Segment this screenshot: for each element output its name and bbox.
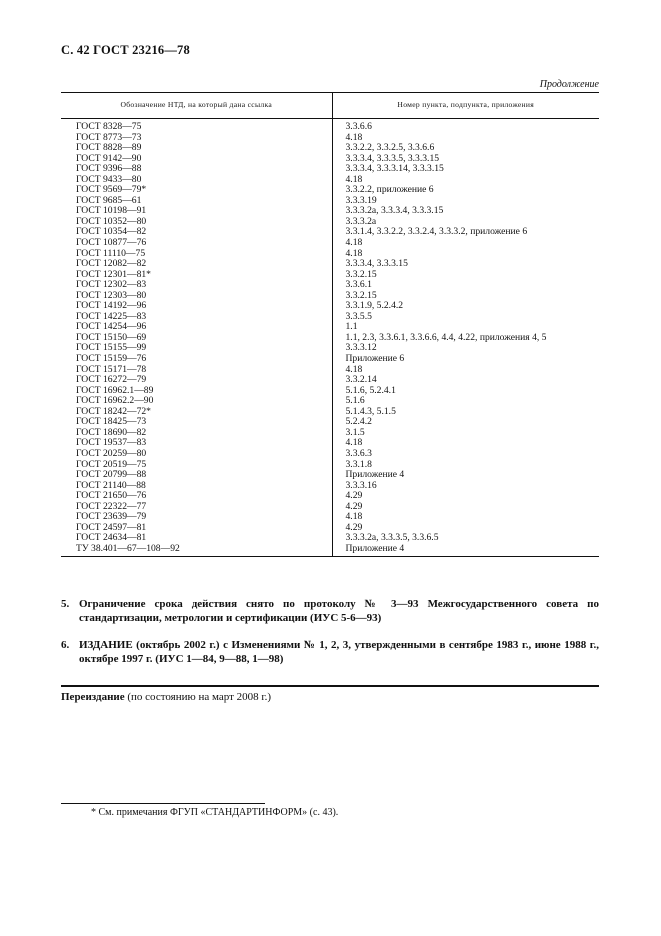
note-5-number: 5. (61, 598, 70, 610)
document-designation-cell: ГОСТ 12303—80 (61, 291, 332, 302)
document-designation-cell: ГОСТ 23639—79 (61, 512, 332, 523)
clause-number-cell: 3.3.3.4, 3.3.3.14, 3.3.3.15 (345, 163, 444, 175)
clause-number-cell: 3.3.3.16 (345, 479, 377, 491)
document-designation-cell: ГОСТ 21140—88 (61, 481, 332, 492)
clause-number-cell: 1.1 (345, 321, 358, 333)
clause-number-cell: 4.18 (345, 363, 363, 375)
document-designation-cell: ГОСТ 18242—72* (61, 407, 332, 418)
clause-number-cell: 3.3.3.2а (345, 215, 377, 227)
clause-number-cell: 3.3.3.4, 3.3.3.15 (345, 258, 408, 270)
clause-number-cell: 4.18 (345, 173, 363, 185)
clause-number-cell: Приложение 6 (345, 353, 405, 365)
clause-number-cell: 4.18 (345, 511, 363, 523)
clause-number-cell: Приложение 4 (345, 469, 405, 481)
clause-number-cell: 3.3.6.1 (345, 279, 372, 291)
clause-number-cell: Приложение 4 (345, 542, 405, 554)
table-row (61, 164, 599, 175)
clause-number-cell: 4.18 (345, 437, 363, 449)
reprint-text: (по состоянию на март 2008 г.) (124, 691, 272, 703)
clause-number-cell: 3.3.2.2, 3.3.2.5, 3.3.6.6 (345, 142, 435, 154)
clause-number-cell: 3.3.5.5 (345, 310, 372, 322)
reference-table (61, 92, 599, 557)
clause-number-cell: 4.18 (345, 247, 363, 259)
table-row (61, 354, 599, 365)
clause-number-cell: 5.1.6, 5.2.4.1 (345, 384, 396, 396)
document-designation-cell: ГОСТ 14254—96 (61, 322, 332, 333)
document-designation-cell: ГОСТ 16962.1—89 (61, 386, 332, 397)
table-bottom-border (61, 556, 599, 557)
document-designation-cell: ГОСТ 10877—76 (61, 238, 332, 249)
section-divider (61, 685, 599, 687)
document-designation-cell: ГОСТ 12082—82 (61, 259, 332, 270)
clause-number-cell: 3.3.1.9, 5.2.4.2 (345, 300, 404, 312)
document-designation-cell: ГОСТ 15155—99 (61, 343, 332, 354)
document-designation-cell: ГОСТ 9433—80 (61, 175, 332, 186)
clause-number-cell: 5.2.4.2 (345, 416, 372, 428)
table-row (61, 133, 599, 144)
table-body (61, 119, 599, 557)
footnote-divider (61, 803, 265, 804)
clause-number-cell: 4.29 (345, 490, 363, 502)
document-designation-cell: ГОСТ 10354—82 (61, 227, 332, 238)
note-6-text: ИЗДАНИЕ (октябрь 2002 г.) с Изменениями № 1, 2, 3, утвержденными в сентябре 1983 г., июне 1988 г., октябре 1997 г. (ИУС 1—84, 9—88, 1—98) (79, 639, 599, 665)
table-row (61, 544, 599, 557)
document-designation-cell: ГОСТ 15171—78 (61, 365, 332, 376)
clause-number-cell: 3.3.2.15 (345, 268, 377, 280)
clause-number-cell: 3.3.3.12 (345, 342, 377, 354)
document-designation-cell: ГОСТ 24597—81 (61, 523, 332, 534)
clause-number-cell: 3.3.1.4, 3.3.2.2, 3.3.2.4, 3.3.3.2, приложение 6 (345, 226, 528, 238)
document-designation-cell: ГОСТ 20519—75 (61, 460, 332, 471)
clause-number-cell: 3.3.6.3 (345, 447, 372, 459)
note-5 (61, 597, 599, 625)
note-6-number: 6. (61, 639, 70, 651)
column-header-document: Обозначение НТД, на который дана ссылка (61, 93, 332, 119)
clause-number-cell: 4.29 (345, 500, 363, 512)
clause-number-cell: 5.1.6 (345, 395, 365, 407)
document-designation-cell: ГОСТ 8328—75 (61, 119, 332, 133)
note-5-text: Ограничение срока действия снято по протоколу № 3—93 Межгосударственного совета по стандартизации, метрологии и сертификации (ИУС 5-6—93) (79, 598, 599, 624)
document-designation-cell: ГОСТ 14225—83 (61, 312, 332, 323)
document-designation-cell: ГОСТ 24634—81 (61, 533, 332, 544)
document-designation-cell: ГОСТ 9685—61 (61, 196, 332, 207)
table-row (61, 185, 599, 196)
document-designation-cell: ГОСТ 9396—88 (61, 164, 332, 175)
document-designation-cell: ГОСТ 10198—91 (61, 206, 332, 217)
table-row (61, 238, 599, 249)
document-designation-cell: ГОСТ 18425—73 (61, 417, 332, 428)
document-designation-cell: ГОСТ 20799—88 (61, 470, 332, 481)
reprint-label: Переиздание (61, 691, 125, 703)
reprint-line (61, 691, 271, 703)
document-designation-cell: ГОСТ 16272—79 (61, 375, 332, 386)
footnote: * См. примечания ФГУП «СТАНДАРТИНФОРМ» (с. 43). (91, 807, 339, 818)
clause-number-cell: 3.3.3.2а, 3.3.3.4, 3.3.3.15 (345, 205, 444, 217)
document-designation-cell: ГОСТ 10352—80 (61, 217, 332, 228)
clause-number-cell: 3.3.3.19 (345, 194, 377, 206)
clause-number-cell: 5.1.4.3, 5.1.5 (345, 405, 396, 417)
clause-number-cell: 4.29 (345, 521, 363, 533)
document-designation-cell: ГОСТ 15159—76 (61, 354, 332, 365)
table-row (61, 154, 599, 165)
document-designation-cell: ГОСТ 22322—77 (61, 502, 332, 513)
clause-number-cell: 3.3.6.6 (345, 121, 372, 132)
table-row (61, 143, 599, 154)
document-designation-cell: ГОСТ 20259—80 (61, 449, 332, 460)
document-designation-cell: ГОСТ 8773—73 (61, 133, 332, 144)
table-row (61, 470, 599, 481)
document-designation-cell: ГОСТ 14192—96 (61, 301, 332, 312)
table-row (61, 449, 599, 460)
clause-number-cell: 3.1.5 (345, 426, 365, 438)
clause-number-cell: 3.3.3.2а, 3.3.3.5, 3.3.6.5 (345, 532, 439, 544)
page-header: С. 42 ГОСТ 23216—78 (61, 43, 190, 57)
document-designation-cell: ГОСТ 19537—83 (61, 438, 332, 449)
table-bottom-border-cell (332, 556, 599, 557)
document-designation-cell: ТУ 38.401—67—108—92 (61, 544, 332, 557)
document-designation-cell: ГОСТ 15150—69 (61, 333, 332, 344)
continuation-label: Продолжение (539, 79, 599, 90)
column-header-clause: Номер пункта, подпункта, приложения (332, 93, 599, 119)
clause-number-cell: 3.3.1.8 (345, 458, 372, 470)
clause-number-cell: 3.3.2.15 (345, 289, 377, 301)
document-designation-cell: ГОСТ 12301—81* (61, 270, 332, 281)
document-designation-cell: ГОСТ 11110—75 (61, 249, 332, 260)
table-row (61, 119, 599, 133)
document-designation-cell: ГОСТ 12302—83 (61, 280, 332, 291)
clause-number-cell: 1.1, 2.3, 3.3.6.1, 3.3.6.6, 4.4, 4.22, приложения 4, 5 (345, 331, 547, 343)
document-designation-cell: ГОСТ 9569—79* (61, 185, 332, 196)
note-6 (61, 638, 599, 666)
document-designation-cell: ГОСТ 9142—90 (61, 154, 332, 165)
clause-number-cell: 3.3.3.4, 3.3.3.5, 3.3.3.15 (345, 152, 440, 164)
table-bottom-border-cell (61, 556, 332, 557)
clause-number-cell: 4.18 (345, 237, 363, 249)
clause-number-cell: 3.3.2.14 (345, 374, 377, 386)
clause-number-cell: 3.3.2.2, приложение 6 (345, 184, 434, 196)
document-designation-cell: ГОСТ 18690—82 (61, 428, 332, 439)
document-designation-cell: ГОСТ 21650—76 (61, 491, 332, 502)
document-designation-cell: ГОСТ 16962.2—90 (61, 396, 332, 407)
clause-number-cell: 4.18 (345, 131, 363, 143)
document-designation-cell: ГОСТ 8828—89 (61, 143, 332, 154)
